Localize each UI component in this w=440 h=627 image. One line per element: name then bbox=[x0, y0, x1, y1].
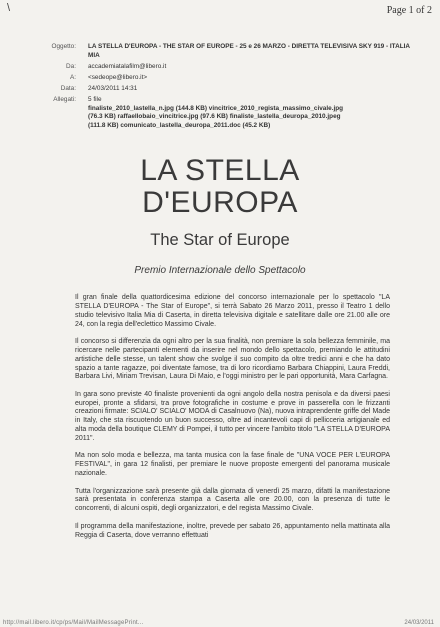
subject-row bbox=[20, 43, 420, 60]
attachment-line[interactable]: (111.8 KB) comunicato_lastella_deuropa_2011.doc (45.2 KB) bbox=[88, 121, 271, 129]
paragraph-6: Il programma della manifestazione, inoltre, prevede per sabato 26, appuntamento nella mattinata alla Reggia di Caserta, dove verranno effettuati bbox=[75, 522, 390, 539]
title-line-2: D'EUROPA bbox=[142, 186, 298, 219]
paragraph-1: Il gran finale della quattordicesima edizione del concorso internazionale per lo spettacolo "LA STELLA D'EUROPA - The Star of Europe", si terrà Sabato 26 Marzo 2011, presso il Teatro 1 dello studio televisivo Italia Mia di Caserta, in diretta televisiva digitale e satellitare dalle ore 21.00 alle ore 24, con la regia dell'eclettico Massimo Civale. bbox=[75, 294, 390, 328]
paragraph-5: Tutta l'organizzazione sarà presente già dalla giornata di venerdì 25 marzo, difatti la manifestazione sarà presentata in conferenza stampa a Caserta alle ore 20.00, con la presenza di tutte le concorrenti, di alcuni ospiti, degli organizzatori, e del regista Massimo Civale. bbox=[75, 487, 390, 513]
attachments-row bbox=[20, 96, 420, 130]
date-value: 24/03/2011 14:31 bbox=[88, 84, 138, 92]
from-value[interactable]: accademiatalafilm@libero.it bbox=[88, 62, 167, 70]
attachments-value bbox=[88, 96, 420, 130]
page-number: Page 1 of 2 bbox=[386, 5, 432, 16]
corner-mark: \ bbox=[7, 2, 11, 14]
document-title-block bbox=[0, 155, 440, 276]
subject-value: LA STELLA D'EUROPA - THE STAR OF EUROPE - 25 e 26 MARZO - DIRETTA TELEVISIVA SKY 919 - ITALIA MIA bbox=[88, 43, 410, 59]
subtitle: The Star of Europe bbox=[150, 231, 290, 249]
footer-date: 24/03/2011 bbox=[404, 620, 434, 626]
title-line-1: LA STELLA bbox=[140, 154, 300, 187]
to-label: A: bbox=[69, 73, 76, 81]
from-label: Da: bbox=[66, 62, 76, 70]
from-row bbox=[20, 63, 420, 72]
date-label: Data: bbox=[60, 84, 76, 92]
attachment-count: 5 file bbox=[88, 95, 102, 103]
email-header bbox=[20, 43, 420, 133]
subject-label: Oggetto: bbox=[51, 43, 76, 50]
to-row bbox=[20, 74, 420, 83]
attachment-list bbox=[88, 105, 420, 131]
footer-url: http://mail.libero.it/cp/ps/Mail/MailMessagePrint... bbox=[3, 620, 144, 626]
body-text bbox=[75, 294, 390, 549]
date-row bbox=[20, 85, 420, 94]
prize-tagline: Premio Internazionale dello Spettacolo bbox=[134, 265, 306, 276]
attachment-line[interactable]: finaliste_2010_lastella_n.jpg (144.8 KB) vincitrice_2010_regista_massimo_civale.jpg bbox=[88, 104, 344, 112]
to-value[interactable]: <sedeope@libero.it> bbox=[88, 73, 148, 81]
attachments-label: Allegati: bbox=[53, 95, 76, 103]
attachment-line[interactable]: (76.3 KB) raffaellobaio_vincitrice.jpg (97.6 KB) finaliste_lastella_deuropa_2010.jpeg bbox=[88, 113, 341, 121]
paragraph-3: In gara sono previste 40 finaliste provenienti da ogni angolo della nostra penisola e da diversi paesi europei, pronte a sfidarsi, tra prove fotografiche in costume e prove in passerella con le frizzanti creazioni firmate: SCIALO' SCIALO' MODA di Casalnuovo (Na), nuova intraprendente griffe del Made in Italy, che sta riscuotendo un buon successo, oltre ad incantevoli capi di pellicceria artigianale ed alta moda della boutique CLEMY di Pompei, il tutto per vincere l'ambito titolo "LA STELLA D'EUROPA 2011". bbox=[75, 390, 390, 442]
paragraph-2: Il concorso si differenzia da ogni altro per la sua finalità, non premiare la sola bellezza femminile, ma ricercare nelle partecipanti elementi da inserire nel mondo dello spettacolo, premiando le attitudini artistiche delle stesse, un talent show che svolge il suo compito da oltre tredici anni e che ha dato spazio a tante ragazze, poi diventate famose, tra di loro ricordiamo Barbara Chiappini, Laura Freddi, Barbara Livi, Miriam Trevisan, Laura Di Maio, e l'oggi ministro per le pari opportunità, Mara Carfagna. bbox=[75, 337, 390, 381]
paragraph-4: Ma non solo moda e bellezza, ma tanta musica con la fase finale de "UNA VOCE PER L'EUROPA FESTIVAL", in gara 12 finalisti, per premiare le nuove proposte emergenti del panorama musicale nazionale. bbox=[75, 452, 390, 478]
